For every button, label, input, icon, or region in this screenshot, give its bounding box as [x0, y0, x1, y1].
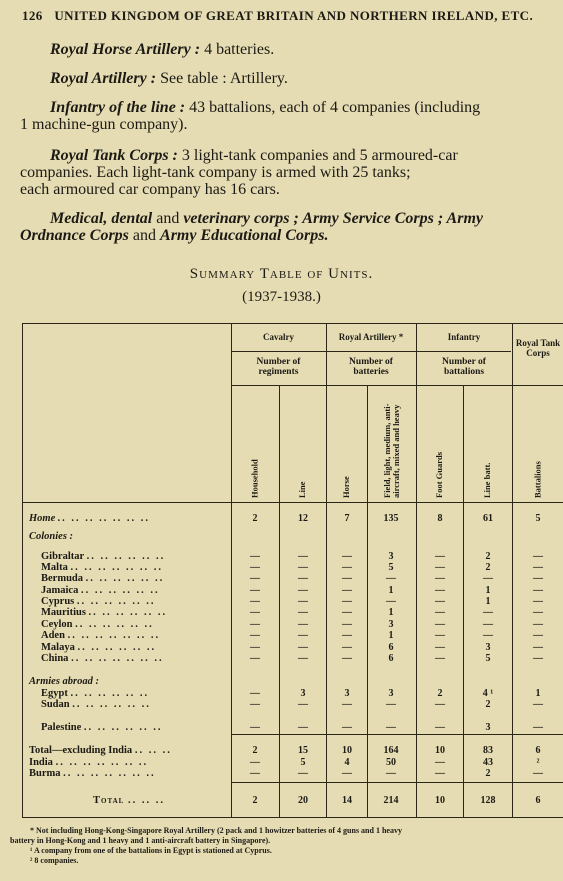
column-rule [367, 385, 368, 817]
sub-cavalry: Number of regiments [256, 357, 301, 377]
table-cell: 4 [344, 757, 350, 768]
table-cell: 3 [388, 619, 394, 630]
table-cell: — [250, 630, 260, 641]
table-cell: — [435, 596, 445, 607]
table-cell: — [342, 619, 352, 630]
table-cell: — [435, 607, 445, 618]
paragraph-text: and [128, 227, 161, 244]
table-cell: — [483, 607, 493, 618]
table-cell: 3 [300, 688, 306, 699]
table-cell: — [342, 699, 352, 710]
row-label [41, 607, 241, 618]
table-cell: 5 [535, 513, 541, 524]
leader-dots: .. .. .. .. .. .. [80, 585, 160, 596]
table-cell: 1 [485, 585, 491, 596]
row-label-text: China [41, 653, 69, 664]
row-label-text: Bermuda [41, 573, 83, 584]
table-cell: 6 [388, 653, 394, 664]
leader-dots: .. .. .. .. .. .. [86, 551, 166, 562]
table-cell: — [250, 551, 260, 562]
table-cell: — [533, 722, 543, 733]
table-cell: — [483, 573, 493, 584]
table-cell: — [250, 688, 260, 699]
table-cell: 2 [252, 795, 258, 806]
row-label [41, 699, 241, 710]
paragraph-rha [50, 41, 563, 58]
paragraph-continuation: each armoured car company has 16 cars. [20, 181, 280, 198]
table-cell: — [342, 585, 352, 596]
row-label-text: Gibraltar [41, 551, 84, 562]
table-cell: — [533, 768, 543, 779]
table-cell: — [298, 642, 308, 653]
paragraph-ra [50, 70, 563, 87]
row-label [41, 722, 241, 733]
table-cell: — [533, 653, 543, 664]
table-cell: 20 [298, 795, 308, 806]
row-label-text: Armies abroad : [29, 676, 100, 687]
table-cell: — [298, 573, 308, 584]
row-label [41, 551, 241, 562]
table-cell: — [533, 619, 543, 630]
row-label-text: Sudan [41, 699, 70, 710]
table-cell: 3 [485, 642, 491, 653]
table-cell: 128 [480, 795, 496, 806]
row-label-text: Aden [41, 630, 65, 641]
table-cell: 43 [483, 757, 493, 768]
table-cell: — [435, 630, 445, 641]
table-cell: — [250, 722, 260, 733]
col-horse: Horse [341, 476, 351, 498]
header-rule [231, 351, 511, 352]
paragraph-label: Army Educational Corps. [160, 227, 329, 244]
paragraph-label: Infantry of the line : [50, 99, 186, 116]
row-label [41, 630, 241, 641]
table-cell: 2 [485, 768, 491, 779]
table-cell: 2 [485, 551, 491, 562]
row-label-text: Malta [41, 562, 68, 573]
table-cell: — [298, 596, 308, 607]
table-cell: 1 [388, 585, 394, 596]
paragraph-text: 3 light-tank companies and 5 armoured-car [177, 147, 458, 164]
row-label-text: Colonies : [29, 531, 74, 542]
row-label [41, 619, 241, 630]
table-cell: — [435, 768, 445, 779]
table-cell: 2 [252, 745, 258, 756]
leader-dots: .. .. .. .. .. .. [85, 573, 165, 584]
row-label-text: Cyprus [41, 596, 75, 607]
table-cell: 135 [383, 513, 399, 524]
table-cell: 2 [437, 688, 443, 699]
table-cell: 50 [386, 757, 396, 768]
table-cell: 4 ¹ [482, 688, 494, 699]
row-label-text: Ceylon [41, 619, 73, 630]
table-cell: 3 [388, 551, 394, 562]
table-cell: — [483, 630, 493, 641]
leader-dots: .. .. .. .. .. .. .. [70, 562, 163, 573]
row-label-text: Home [29, 513, 56, 524]
table-cell: 1 [388, 630, 394, 641]
table-cell: — [250, 699, 260, 710]
group-royal-artillery: Royal Artillery * [338, 332, 404, 342]
group-infantry: Infantry [447, 332, 481, 342]
footnote: * Not including Hong-Kong-Singapore Royal Artillery (2 pack and 1 howitzer batteries of 4 guns and 1 heavy [30, 826, 402, 835]
table-cell: 7 [344, 513, 350, 524]
leader-dots: .. .. .. .. .. .. .. [67, 630, 161, 641]
table-cell: 10 [435, 745, 445, 756]
table-cell: 2 [252, 513, 258, 524]
table-cell: — [298, 551, 308, 562]
summary-table [22, 323, 563, 818]
total-rule [231, 734, 563, 735]
table-cell: — [342, 642, 352, 653]
table-cell: — [342, 596, 352, 607]
row-label [29, 531, 229, 542]
table-cell: — [298, 768, 308, 779]
group-royal-tank-corps: Royal Tank Corps [515, 338, 561, 358]
table-cell: — [250, 596, 260, 607]
table-cell: 2 [485, 562, 491, 573]
table-cell: — [250, 642, 260, 653]
table-cell: — [435, 653, 445, 664]
running-header [22, 8, 563, 24]
table-cell: — [298, 630, 308, 641]
header-rule [231, 385, 563, 386]
col-foot-guards: Foot Guards [434, 451, 444, 498]
leader-dots: .. .. .. [134, 745, 172, 756]
col-line-batt: Line batt. [482, 462, 492, 498]
table-cell: — [250, 585, 260, 596]
col-field: Field, light, medium, anti-aircraft, mixed and heavy [382, 403, 401, 498]
row-label [29, 768, 229, 779]
table-cell: — [342, 768, 352, 779]
sub-royal-artillery: Number of batteries [349, 357, 393, 377]
header-rule [23, 502, 563, 503]
table-cell: — [435, 573, 445, 584]
table-cell: — [483, 619, 493, 630]
table-cell: 6 [535, 795, 541, 806]
table-cell: — [386, 573, 396, 584]
table-cell: — [342, 562, 352, 573]
table-cell: — [298, 607, 308, 618]
table-cell: — [435, 562, 445, 573]
table-cell: — [435, 551, 445, 562]
sub-infantry: Number of battalions [442, 357, 486, 377]
table-cell: 5 [388, 562, 394, 573]
paragraph-tank [20, 147, 563, 198]
table-cell: — [386, 699, 396, 710]
leader-dots: .. .. .. .. .. .. [75, 619, 154, 630]
table-cell: — [386, 596, 396, 607]
table-years: (1937-1938.) [242, 289, 321, 305]
table-cell: — [386, 722, 396, 733]
leader-dots: .. .. .. .. .. .. [76, 596, 156, 607]
table-cell: — [298, 699, 308, 710]
table-cell: — [342, 573, 352, 584]
row-label [29, 513, 229, 524]
row-label-text: Total [93, 795, 125, 806]
paragraph-text: 43 battalions, each of 4 companies (including [185, 99, 481, 116]
row-label-text: Burma [29, 768, 61, 779]
row-label [41, 596, 241, 607]
table-cell: — [250, 768, 260, 779]
paragraph-label: veterinary corps ; Army Service Corps ; Army [183, 210, 483, 227]
table-cell: — [533, 596, 543, 607]
table-cell: — [342, 607, 352, 618]
table-cell: 61 [483, 513, 493, 524]
table-cell: 1 [535, 688, 541, 699]
row-label [41, 562, 241, 573]
table-cell: — [342, 630, 352, 641]
paragraph-continuation: 1 machine-gun company). [20, 116, 188, 133]
table-cell: — [298, 653, 308, 664]
col-line: Line [297, 481, 307, 498]
row-label-text: Malaya [41, 642, 75, 653]
leader-dots: .. .. .. .. .. .. [83, 722, 163, 733]
table-cell: ² [536, 757, 540, 768]
row-label-text: Total—excluding India [29, 745, 133, 756]
leader-dots: .. .. .. .. .. .. [72, 699, 151, 710]
table-cell: 5 [300, 757, 306, 768]
paragraph-text: 4 batteries. [200, 41, 275, 58]
paragraph-text: and [152, 210, 184, 227]
table-cell: — [533, 630, 543, 641]
table-cell: — [533, 699, 543, 710]
leader-dots: .. .. .. .. .. .. [77, 642, 157, 653]
row-label [41, 585, 241, 596]
table-title: Summary Table of Units. [189, 266, 374, 282]
leader-dots: .. .. .. .. .. .. [88, 607, 168, 618]
table-cell: — [435, 619, 445, 630]
table-cell: 214 [383, 795, 399, 806]
leader-dots: .. .. .. .. .. .. .. [55, 757, 149, 768]
table-cell: — [435, 642, 445, 653]
table-cell: — [298, 562, 308, 573]
table-cell: — [250, 607, 260, 618]
table-cell: — [533, 562, 543, 573]
table-cell: — [342, 551, 352, 562]
row-label [41, 573, 241, 584]
table-cell: — [342, 653, 352, 664]
table-cell: — [533, 585, 543, 596]
paragraph-infantry [20, 99, 563, 133]
table-cell: — [533, 642, 543, 653]
paragraph-label: Medical, dental [50, 210, 153, 227]
table-cell: — [298, 585, 308, 596]
table-cell: — [435, 757, 445, 768]
paragraph-label: Royal Tank Corps : [50, 147, 178, 164]
page-number: 126 [22, 8, 43, 23]
leader-dots: .. .. .. .. .. .. .. [63, 768, 156, 779]
table-cell: 10 [435, 795, 445, 806]
row-label-text: Egypt [41, 688, 68, 699]
paragraph-continuation: companies. Each light-tank company is armed with 25 tanks; [20, 164, 411, 181]
table-cell: 14 [342, 795, 352, 806]
row-label-text: Palestine [41, 722, 82, 733]
table-cell: — [298, 619, 308, 630]
table-cell: — [250, 757, 260, 768]
paragraph-text: See table : Artillery. [156, 70, 288, 87]
col-household: Household [249, 459, 260, 498]
table-cell: — [435, 585, 445, 596]
row-label [29, 745, 229, 756]
footnote: battery in Hong-Kong and 1 heavy and 1 anti-aircraft battery in Singapore). [10, 836, 271, 845]
table-cell: — [435, 722, 445, 733]
table-cell: — [250, 562, 260, 573]
table-cell: 15 [298, 745, 308, 756]
paragraph-corps [20, 210, 563, 244]
paragraph-label: Royal Artillery : [50, 70, 157, 87]
table-cell: — [298, 722, 308, 733]
table-cell: — [386, 768, 396, 779]
paragraph-label: Ordnance Corps [20, 227, 129, 244]
table-cell: 12 [298, 513, 308, 524]
total-rule [231, 782, 563, 783]
row-label [41, 688, 241, 699]
group-cavalry: Cavalry [263, 332, 294, 342]
running-title: UNITED KINGDOM OF GREAT BRITAIN AND NORTHERN IRELAND, ETC. [54, 8, 534, 23]
table-cell: 3 [485, 722, 491, 733]
table-cell: — [250, 653, 260, 664]
footnote: ¹ A company from one of the battalions in Egypt is stationed at Cyprus. [30, 846, 272, 855]
table-cell: 2 [485, 699, 491, 710]
table-cell: — [250, 573, 260, 584]
row-label-text: Mauritius [41, 607, 86, 618]
table-cell: 164 [383, 745, 399, 756]
table-cell: 1 [388, 607, 394, 618]
paragraph-label: Royal Horse Artillery : [50, 41, 201, 58]
row-label [41, 642, 241, 653]
row-label [29, 757, 229, 768]
table-cell: — [250, 619, 260, 630]
table-cell: 6 [535, 745, 541, 756]
table-cell: 83 [483, 745, 493, 756]
footnote: ² 8 companies. [30, 856, 79, 865]
table-cell: — [342, 722, 352, 733]
table-cell: — [533, 573, 543, 584]
table-cell: — [533, 551, 543, 562]
row-label-text: India [29, 757, 53, 768]
table-cell: — [533, 607, 543, 618]
table-cell: 3 [388, 688, 394, 699]
row-label [29, 676, 229, 687]
table-cell: 3 [344, 688, 350, 699]
leader-dots: .. .. .. .. .. .. [70, 688, 150, 699]
row-label-text: Jamaica [41, 585, 79, 596]
table-cell: 8 [437, 513, 443, 524]
table-cell: — [435, 699, 445, 710]
leader-dots: .. .. .. [127, 795, 165, 806]
table-cell: 10 [342, 745, 352, 756]
table-cell: 6 [388, 642, 394, 653]
leader-dots: .. .. .. .. .. .. .. [57, 513, 151, 524]
leader-dots: .. .. .. .. .. .. .. [71, 653, 164, 664]
table-cell: 1 [485, 596, 491, 607]
col-battalions: Battalions [532, 461, 543, 498]
table-cell: 5 [485, 653, 491, 664]
row-label [41, 653, 241, 664]
